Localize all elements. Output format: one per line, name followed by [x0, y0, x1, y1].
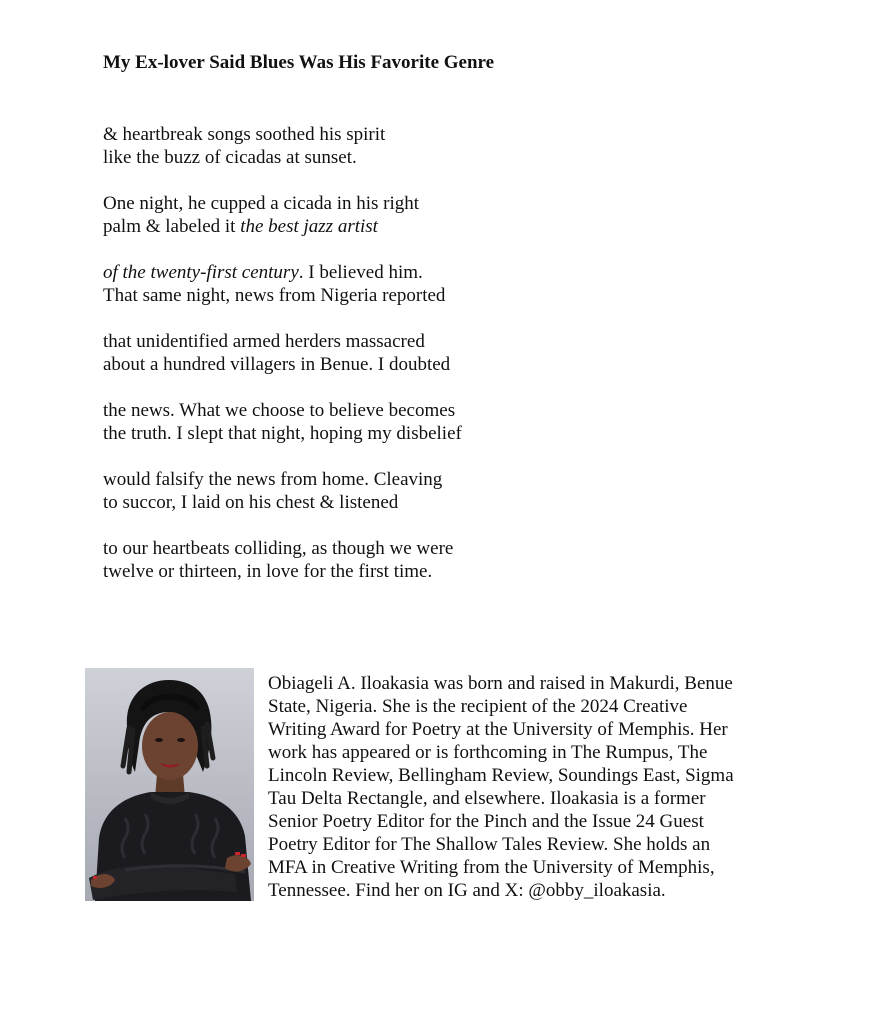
bio-line: work has appeared or is forthcoming in The Rumpus, The [268, 742, 708, 763]
poem-line [103, 353, 462, 376]
poem-stanza [103, 123, 462, 169]
poem-text-segment: would falsify the news from home. Cleaving [103, 469, 443, 490]
author-photo [85, 668, 254, 901]
poem-line [103, 284, 462, 307]
poem-italic-segment: of the twenty-first century [103, 262, 299, 283]
poem-stanza [103, 468, 462, 514]
poem-line [103, 468, 462, 491]
poem-text-segment: about a hundred villagers in Benue. I doubted [103, 354, 451, 375]
poem-text-segment: & heartbreak songs soothed his spirit [103, 124, 386, 145]
poem-text-segment: to succor, I laid on his chest & listened [103, 492, 399, 513]
poem-italic-segment: the best jazz artist [240, 216, 378, 237]
poem-line [103, 146, 462, 169]
poem-text-segment: One night, he cupped a cicada in his right [103, 193, 420, 214]
poem-stanza [103, 192, 462, 238]
poem-text-segment: That same night, news from Nigeria reported [103, 285, 446, 306]
poem-line [103, 123, 462, 146]
bio-line: Writing Award for Poetry at the University of Memphis. Her [268, 719, 728, 740]
poem-line [103, 330, 462, 353]
poem-stanza [103, 330, 462, 376]
poem-line [103, 399, 462, 422]
bio-line: Senior Poetry Editor for the Pinch and the Issue 24 Guest [268, 811, 704, 832]
author-bio [268, 672, 768, 902]
poem-body [103, 123, 462, 606]
poem-line [103, 215, 462, 238]
poem-text-segment: like the buzz of cicadas at sunset. [103, 147, 357, 168]
poem-text-segment: palm & labeled it [103, 216, 241, 237]
poem-line [103, 537, 462, 560]
bio-line: Tau Delta Rectangle, and elsewhere. Iloakasia is a former [268, 788, 706, 809]
poem-text-segment: to our heartbeats colliding, as though we were [103, 538, 454, 559]
bio-line: Poetry Editor for The Shallow Tales Review. She holds an [268, 834, 711, 855]
poem-line [103, 491, 462, 514]
poem-line [103, 560, 462, 583]
bio-line: State, Nigeria. She is the recipient of the 2024 Creative [268, 696, 688, 717]
poem-text-segment: that unidentified armed herders massacred [103, 331, 425, 352]
poem-line [103, 261, 462, 284]
poem-text-segment: the news. What we choose to believe becomes [103, 400, 456, 421]
bio-line: Obiageli A. Iloakasia was born and raised in Makurdi, Benue [268, 673, 733, 694]
bio-line: Lincoln Review, Bellingham Review, Soundings East, Sigma [268, 765, 734, 786]
poem-text-segment: twelve or thirteen, in love for the first time. [103, 561, 433, 582]
poem-title: My Ex-lover Said Blues Was His Favorite Genre [103, 52, 495, 73]
poem-line [103, 192, 462, 215]
poem-text-segment: . I believed him. [298, 262, 423, 283]
poem-line [103, 422, 462, 445]
poem-stanza [103, 399, 462, 445]
poem-stanza [103, 537, 462, 583]
bio-line: MFA in Creative Writing from the University of Memphis, [268, 857, 715, 878]
bio-line: Tennessee. Find her on IG and X: @obby_iloakasia. [268, 880, 666, 901]
poem-text-segment: the truth. I slept that night, hoping my disbelief [103, 423, 462, 444]
poem-stanza [103, 261, 462, 307]
